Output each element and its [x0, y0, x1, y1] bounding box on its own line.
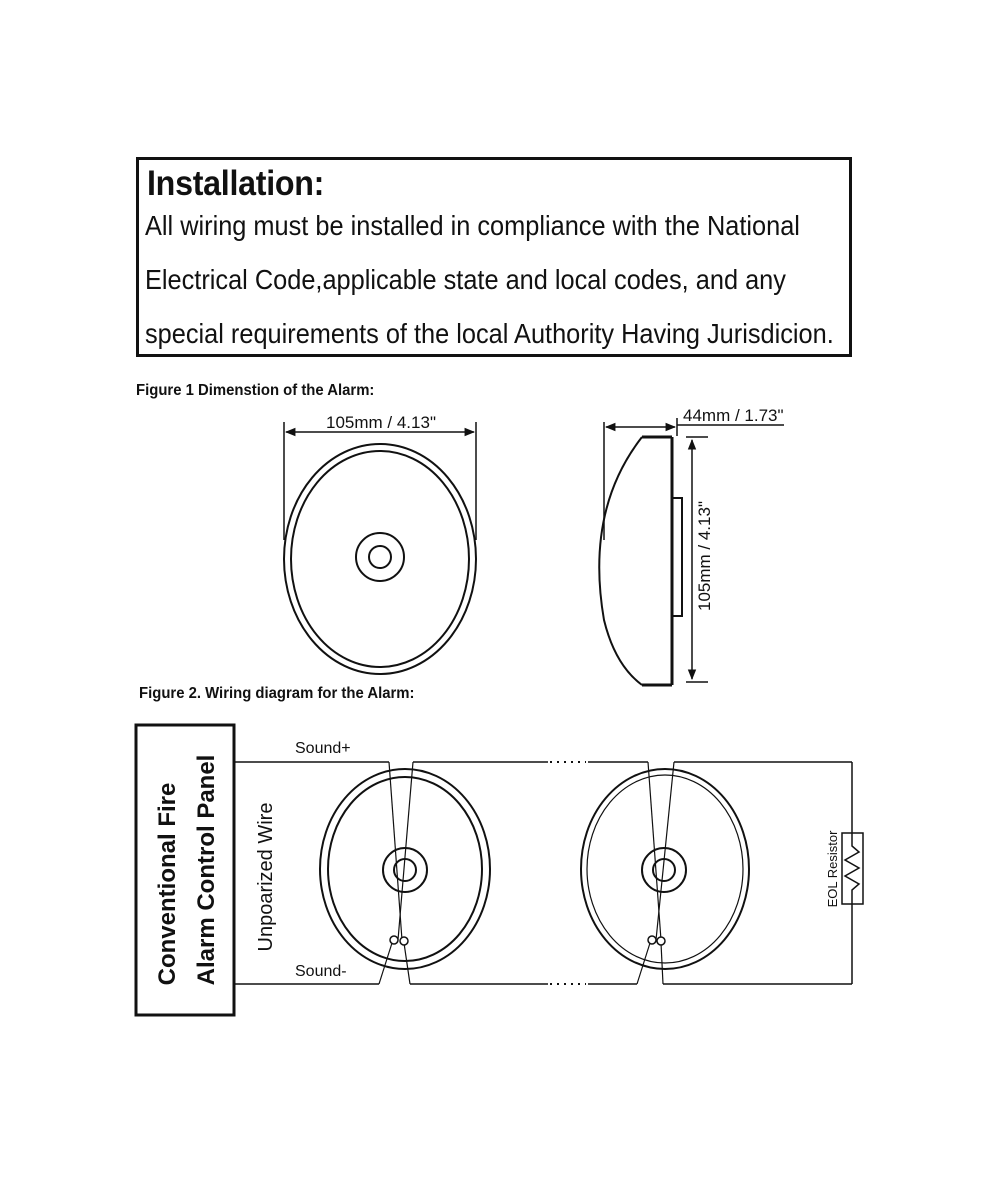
alarm-front-center-ring [356, 533, 404, 581]
sound-minus-label: Sound- [295, 963, 347, 980]
sound-plus-label: Sound+ [295, 740, 351, 757]
resistor-label: EOL Resistor [825, 830, 840, 908]
figure2-wiring-diagram [0, 700, 1000, 1040]
alarm-1-inner [328, 777, 482, 961]
depth-label: 44mm / 1.73" [683, 406, 784, 425]
alarm-2-inner [587, 775, 743, 963]
installation-line-3: special requirements of the local Authority Having Jurisdicion. [145, 318, 834, 349]
alarm-2-terminal [648, 936, 656, 944]
installation-line-1: All wiring must be installed in compliance with the National [145, 210, 800, 241]
figure1-caption: Figure 1 Dimenstion of the Alarm: [136, 382, 375, 399]
installation-line-2: Electrical Code,applicable state and local codes, and any [145, 264, 786, 295]
alarm-1-terminal [400, 937, 408, 945]
alarm-front-center-hole [369, 546, 391, 568]
figure2-caption: Figure 2. Wiring diagram for the Alarm: [139, 685, 415, 702]
alarm-side-body [599, 437, 642, 685]
alarm-front-inner [291, 451, 469, 667]
width-label: 105mm / 4.13" [326, 413, 436, 432]
wire-label: Unpoarized Wire [255, 802, 277, 952]
control-panel-label-line2: Alarm Control Panel [193, 754, 220, 986]
installation-title: Installation: [147, 164, 325, 203]
alarm-front-outer [284, 444, 476, 674]
alarm-2-center-ring [642, 848, 686, 892]
alarm-1-terminal [390, 936, 398, 944]
alarm-2-terminal [657, 937, 665, 945]
height-label: 105mm / 4.13" [695, 501, 714, 611]
control-panel-label-line1: Conventional Fire [154, 782, 181, 986]
